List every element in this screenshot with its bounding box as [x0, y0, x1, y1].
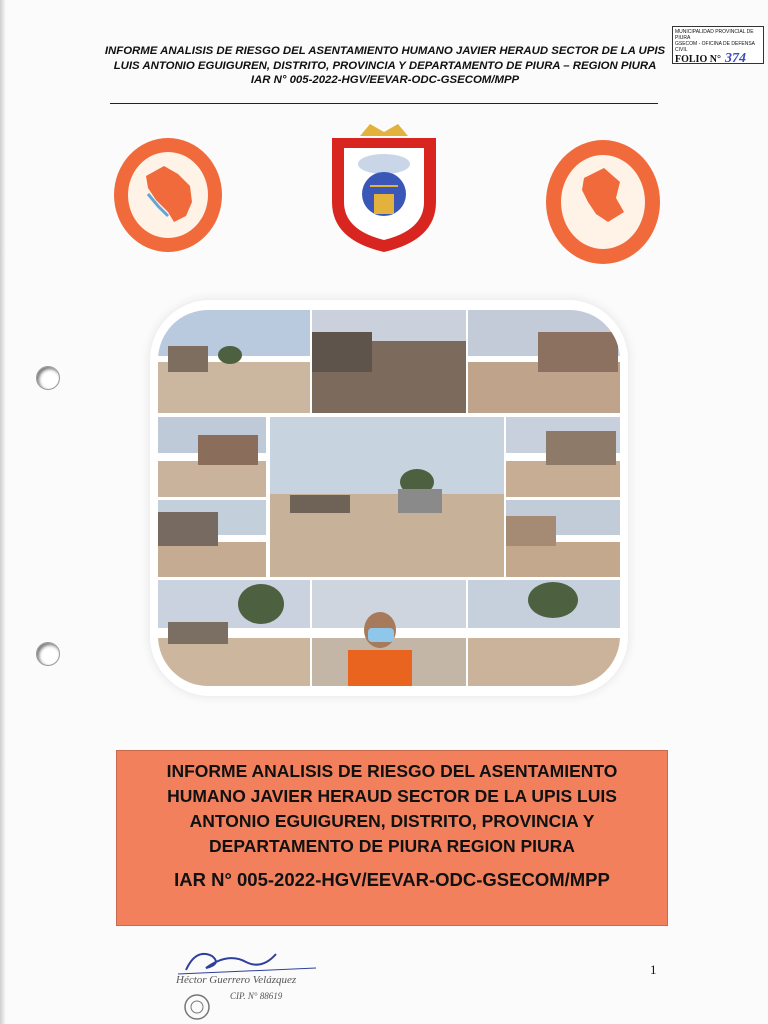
report-title-box [116, 750, 668, 926]
collage-photo-person [312, 580, 466, 686]
collage-photo [312, 310, 466, 413]
header-line-3: IAR N° 005-2022-HGV/EEVAR-ODC-GSECOM/MPP [250, 74, 520, 86]
photo-collage [150, 300, 628, 696]
header-divider [110, 103, 658, 104]
report-title: INFORME ANALISIS DE RIESGO DEL ASENTAMIENTO HUMANO JAVIER HERAUD SECTOR DE LA UPIS LUIS ANTONIO EGUIGUREN, DISTRITO, PROVINCIA Y DEPARTAMENTO DE PIURA REGION PIURA [166, 761, 618, 856]
header-line-1: INFORME ANALISIS DE RIESGO DEL ASENTAMIENTO HUMANO JAVIER HERAUD SECTOR DE LA UPIS [104, 45, 666, 57]
collage-photo [468, 580, 620, 686]
folio-label: FOLIO N° [675, 54, 721, 65]
report-code: IAR N° 005-2022-HGV/EEVAR-ODC-GSECOM/MPP [174, 869, 610, 890]
seal-stamp-icon [182, 992, 212, 1022]
collage-photo [506, 500, 620, 577]
sinadeci-peru-logo [112, 136, 224, 254]
collage-photo [158, 580, 310, 686]
signature-block [166, 942, 326, 1022]
signatory-cip: CIP. N° 88619 [230, 991, 283, 1001]
binder-hole [36, 366, 60, 390]
sired-piura-logo [544, 138, 662, 266]
collage-photo [468, 310, 620, 413]
piura-coat-of-arms-logo [326, 122, 442, 254]
binder-hole [36, 642, 60, 666]
folio-number: 374 [724, 51, 746, 66]
folio-stamp [672, 26, 764, 64]
collage-photo [158, 310, 310, 413]
collage-photo [158, 500, 266, 577]
collage-photo [506, 417, 620, 497]
header-line-2: LUIS ANTONIO EGUIGUREN, DISTRITO, PROVINCIA Y DEPARTAMENTO DE PIURA – REGION PIURA [113, 59, 657, 72]
stamp-line-2: GSECOM - OFICINA DE DEFENSA CIVIL [675, 41, 755, 53]
page-number: 1 [650, 962, 657, 977]
stamp-line-1: MUNICIPALIDAD PROVINCIAL DE PIURA [675, 29, 754, 41]
collage-photo [158, 417, 266, 497]
collage-photo-center [270, 417, 504, 577]
page-edge-shadow [0, 0, 6, 1024]
document-header [100, 44, 670, 88]
folio-field [675, 51, 761, 66]
signatory-name: Héctor Guerrero Velázquez [176, 974, 297, 986]
